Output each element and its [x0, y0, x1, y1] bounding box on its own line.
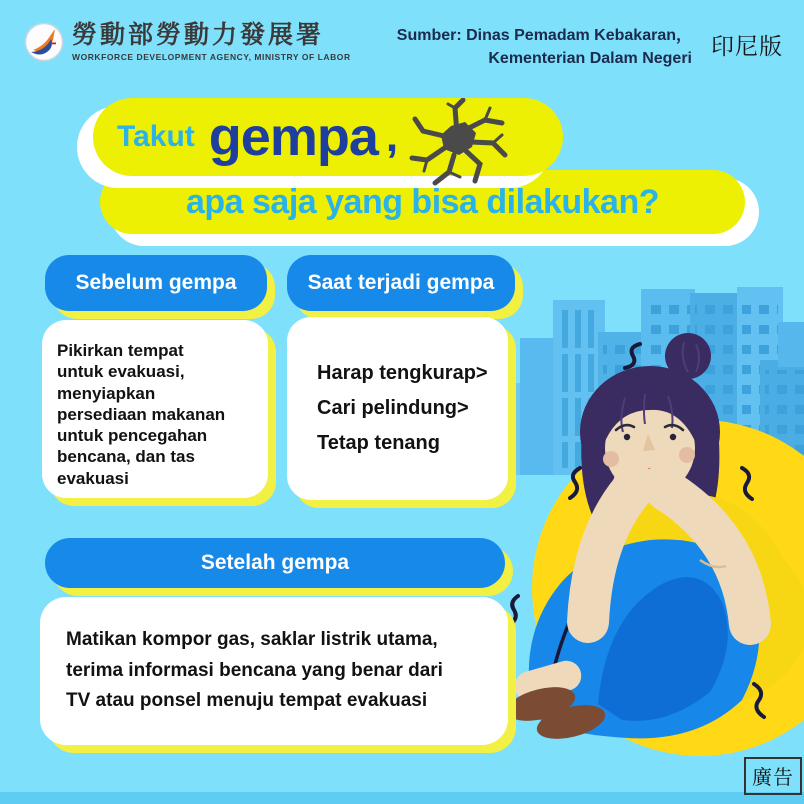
- title-lead-word: Takut: [117, 120, 195, 153]
- source-attribution: [390, 24, 692, 70]
- agency-name-zh: 勞動部勞動力發展署: [72, 21, 325, 49]
- section-heading-during-earthquake: [287, 255, 515, 311]
- body-line: untuk evakuasi,: [57, 362, 185, 382]
- agency-logo-block: [24, 22, 351, 62]
- earthquake-crack-icon: [405, 98, 510, 188]
- source-line-1: Sumber: Dinas Pemadam Kebakaran，: [396, 27, 692, 44]
- title-keyword: gempa: [208, 107, 378, 167]
- body-line: bencana, dan tas: [57, 447, 195, 467]
- body-line: Tetap tenang: [317, 432, 440, 454]
- section-body-before-earthquake: [42, 320, 268, 498]
- edition-label: 印尼版: [711, 33, 783, 59]
- body-line: evakuasi: [57, 468, 129, 488]
- source-line-2: Kementerian Dalam Negeri: [488, 50, 692, 68]
- workforce-development-agency-logo: [24, 22, 64, 62]
- section-body-during-earthquake: [287, 317, 508, 500]
- body-line: untuk pencegahan: [57, 426, 208, 445]
- bottom-color-band: [0, 792, 804, 804]
- body-line: persediaan makanan: [57, 404, 226, 424]
- section-heading-label: Sebelum gempa: [75, 271, 237, 294]
- section-heading-after-earthquake: [45, 538, 505, 588]
- section-heading-before-earthquake: [45, 255, 267, 311]
- body-line: menyiapkan: [57, 383, 156, 403]
- advertisement-label: 廣告: [744, 757, 802, 795]
- body-line: Harap tengkurap>: [317, 362, 488, 384]
- title-question: apa saja yang bisa dilakukan?: [185, 182, 660, 221]
- body-line: Cari pelindung>: [317, 397, 469, 419]
- agency-name-en: WORKFORCE DEVELOPMENT AGENCY, MINISTRY OF LABOR: [72, 51, 351, 62]
- body-line: terima informasi bencana yang benar dari: [66, 659, 443, 681]
- body-line: Matikan kompor gas, saklar listrik utama,: [66, 628, 438, 650]
- body-line: Pikirkan tempat: [57, 341, 184, 360]
- section-heading-label: Saat terjadi gempa: [307, 271, 495, 294]
- section-body-after-earthquake: [40, 597, 508, 745]
- section-heading-label: Setelah gempa: [200, 551, 350, 574]
- body-line: TV atau ponsel menuju tempat evakuasi: [66, 690, 428, 712]
- title-comma: ,: [385, 112, 399, 161]
